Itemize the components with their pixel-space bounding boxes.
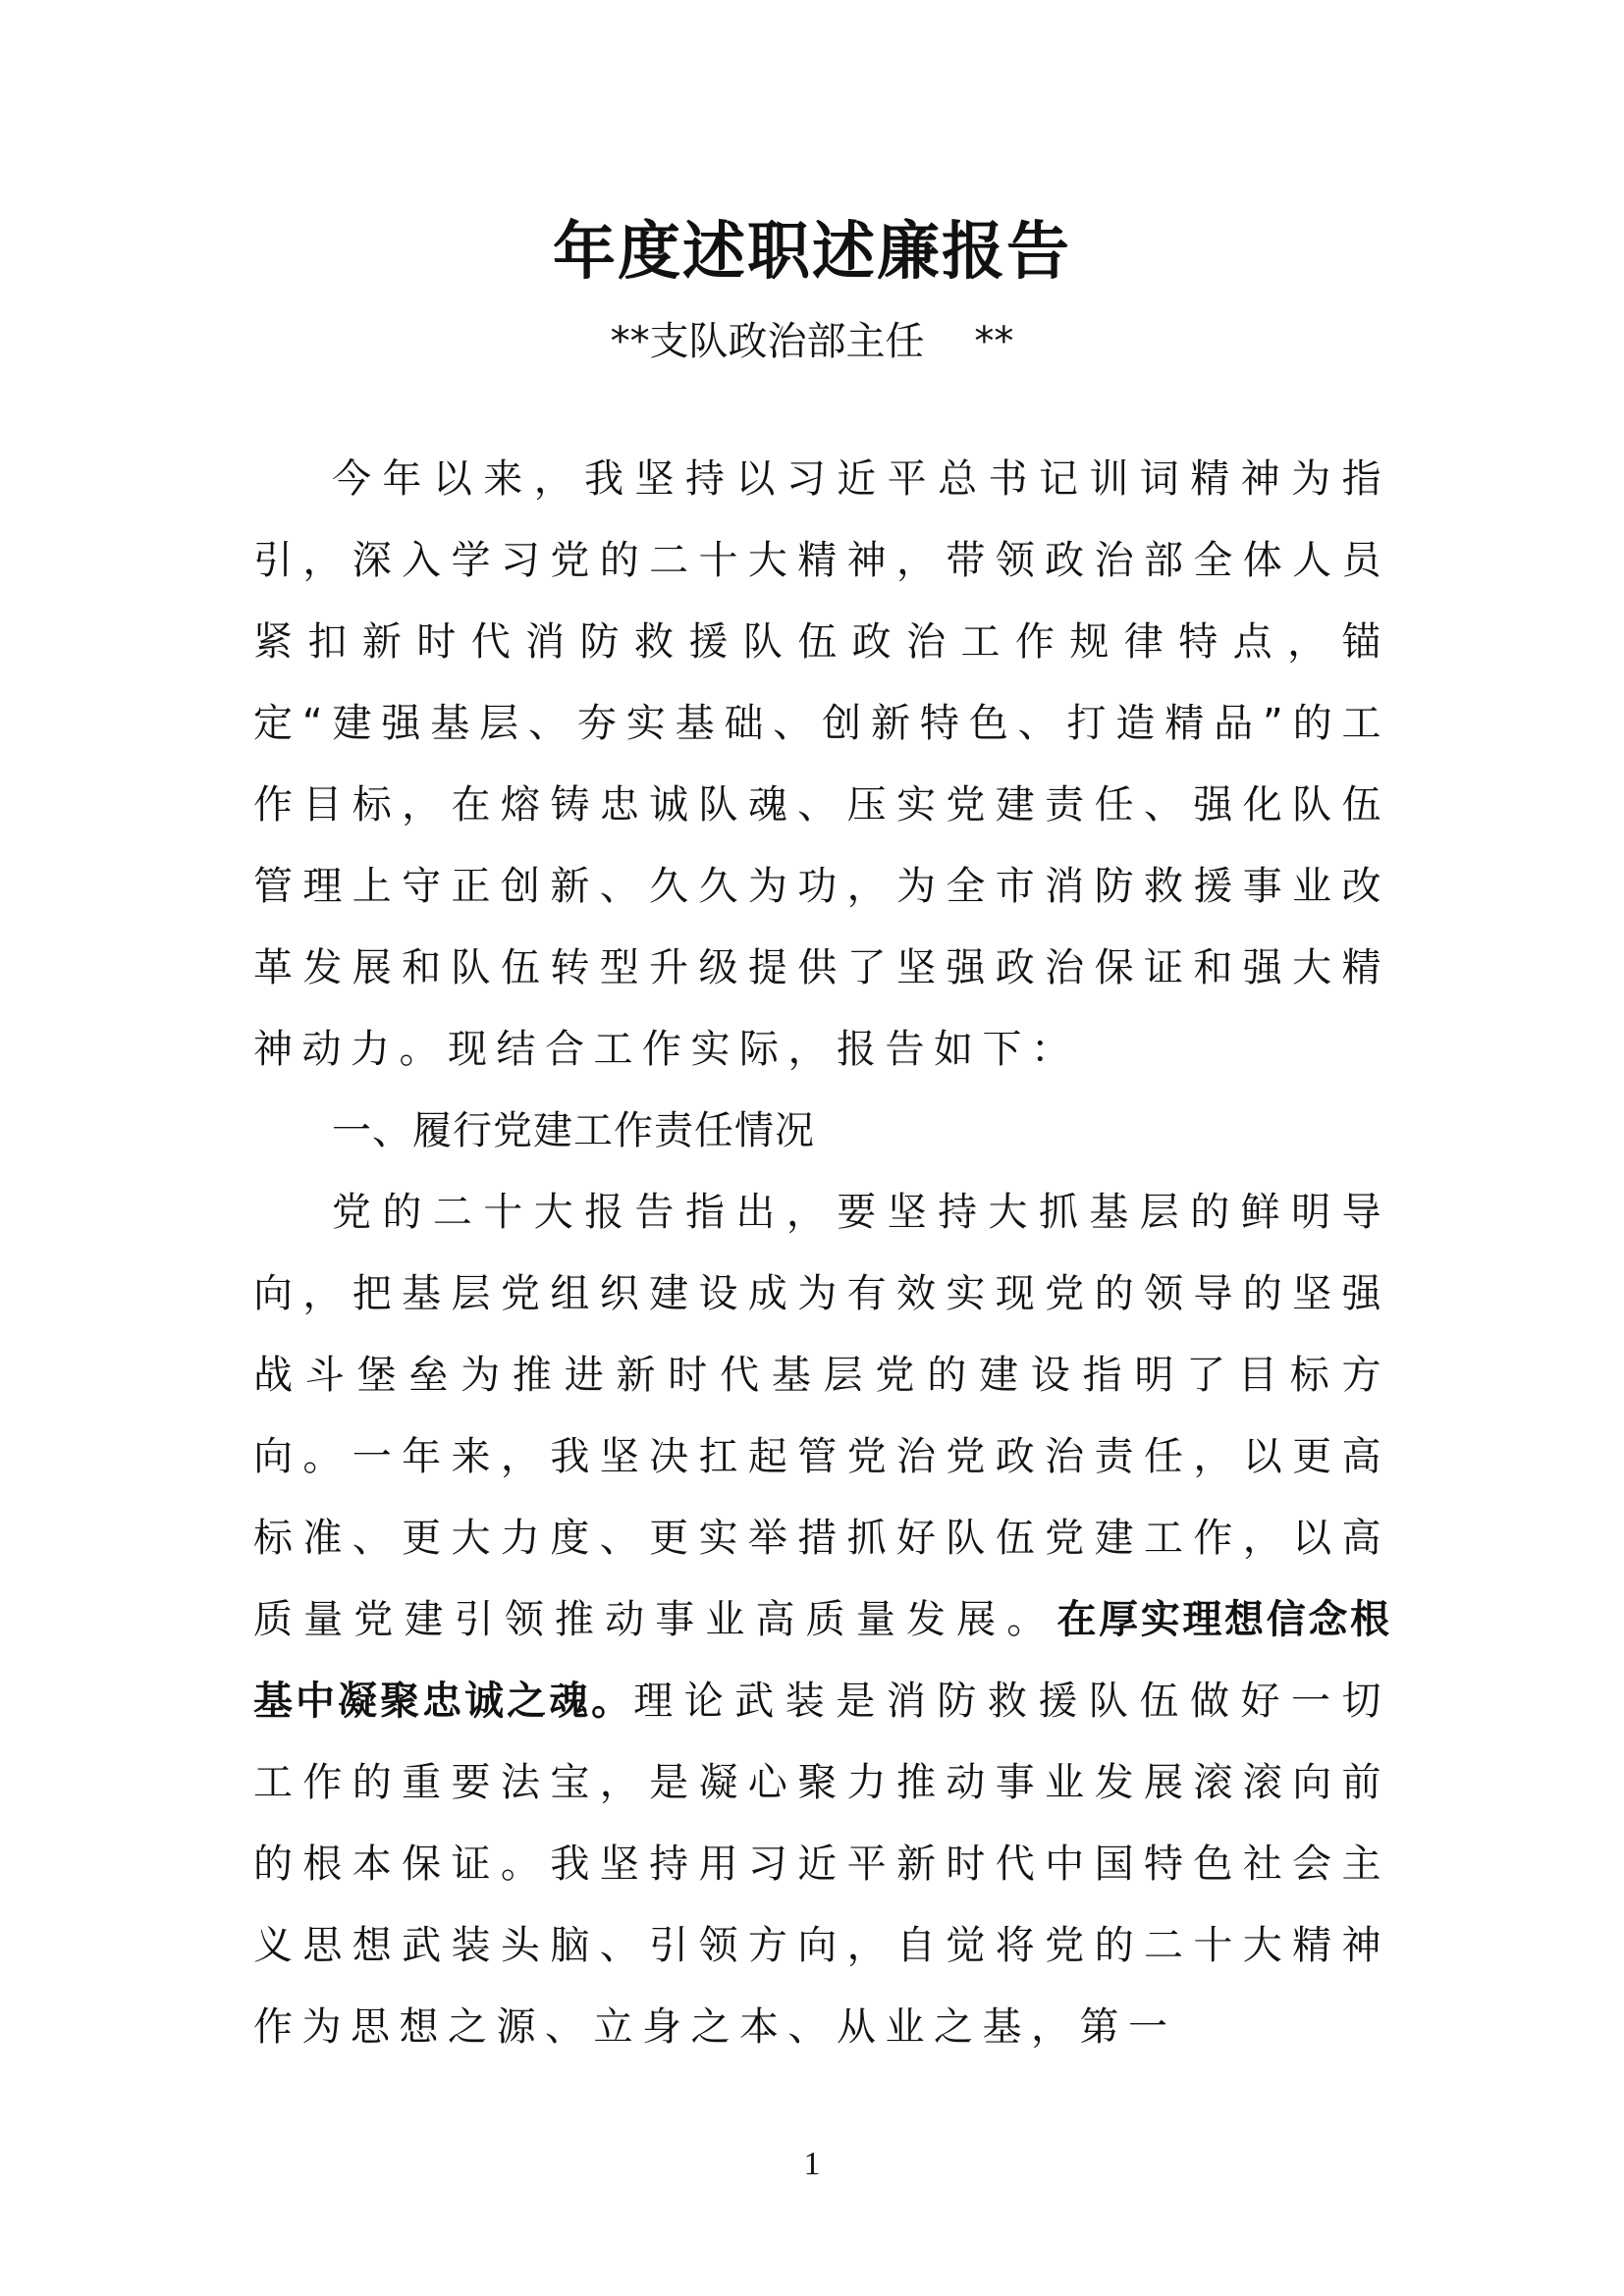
section-bold-lead: 在厚实理想信念根基中凝聚忠诚之魂。	[253, 1597, 1391, 1724]
page-number: 1	[803, 2146, 821, 2182]
section-paragraph-text-b: 理论武装是消防救援队伍做好一切工作的重要法宝，是凝心聚力推动事业发展滚滚向前的根本保证。我坚持用习近平新时代中国特色社会主义思想武装头脑、引领方向，自觉将党的二十大精神作为思想之源、立身之本、从业之基，第一	[253, 1679, 1391, 2050]
document-subtitle: **支队政治部主任 **	[610, 319, 1014, 364]
section-paragraph-text-a: 党的二十大报告指出，要坚持大抓基层的鲜明导向，把基层党组织建设成为有效实现党的领导的坚强战斗堡垒为推进新时代基层党的建设指明了目标方向。一年来，我坚决扛起管党治党政治责任，以更高标准、更大力度、更实举措抓好队伍党建工作，以高质量党建引领推动事业高质量发展。	[253, 1190, 1390, 1642]
document-title: 年度述职述廉报告	[553, 215, 1071, 289]
document-body	[253, 439, 1390, 2068]
section-heading: 一、履行党建工作责任情况	[332, 1108, 815, 1153]
intro-paragraph: 今年以来，我坚持以习近平总书记训词精神为指引，深入学习党的二十大精神，带领政治部全体人员紧扣新时代消防救援队伍政治工作规律特点，锚定“建强基层、夯实基础、创新特色、打造精品”的工作目标，在熔铸忠诚队魂、压实党建责任、强化队伍管理上守正创新、久久为功，为全市消防救援事业改革发展和队伍转型升级提供了坚强政治保证和强大精神动力。现结合工作实际，报告如下：	[253, 456, 1390, 1072]
section-paragraph	[253, 1172, 1390, 2068]
